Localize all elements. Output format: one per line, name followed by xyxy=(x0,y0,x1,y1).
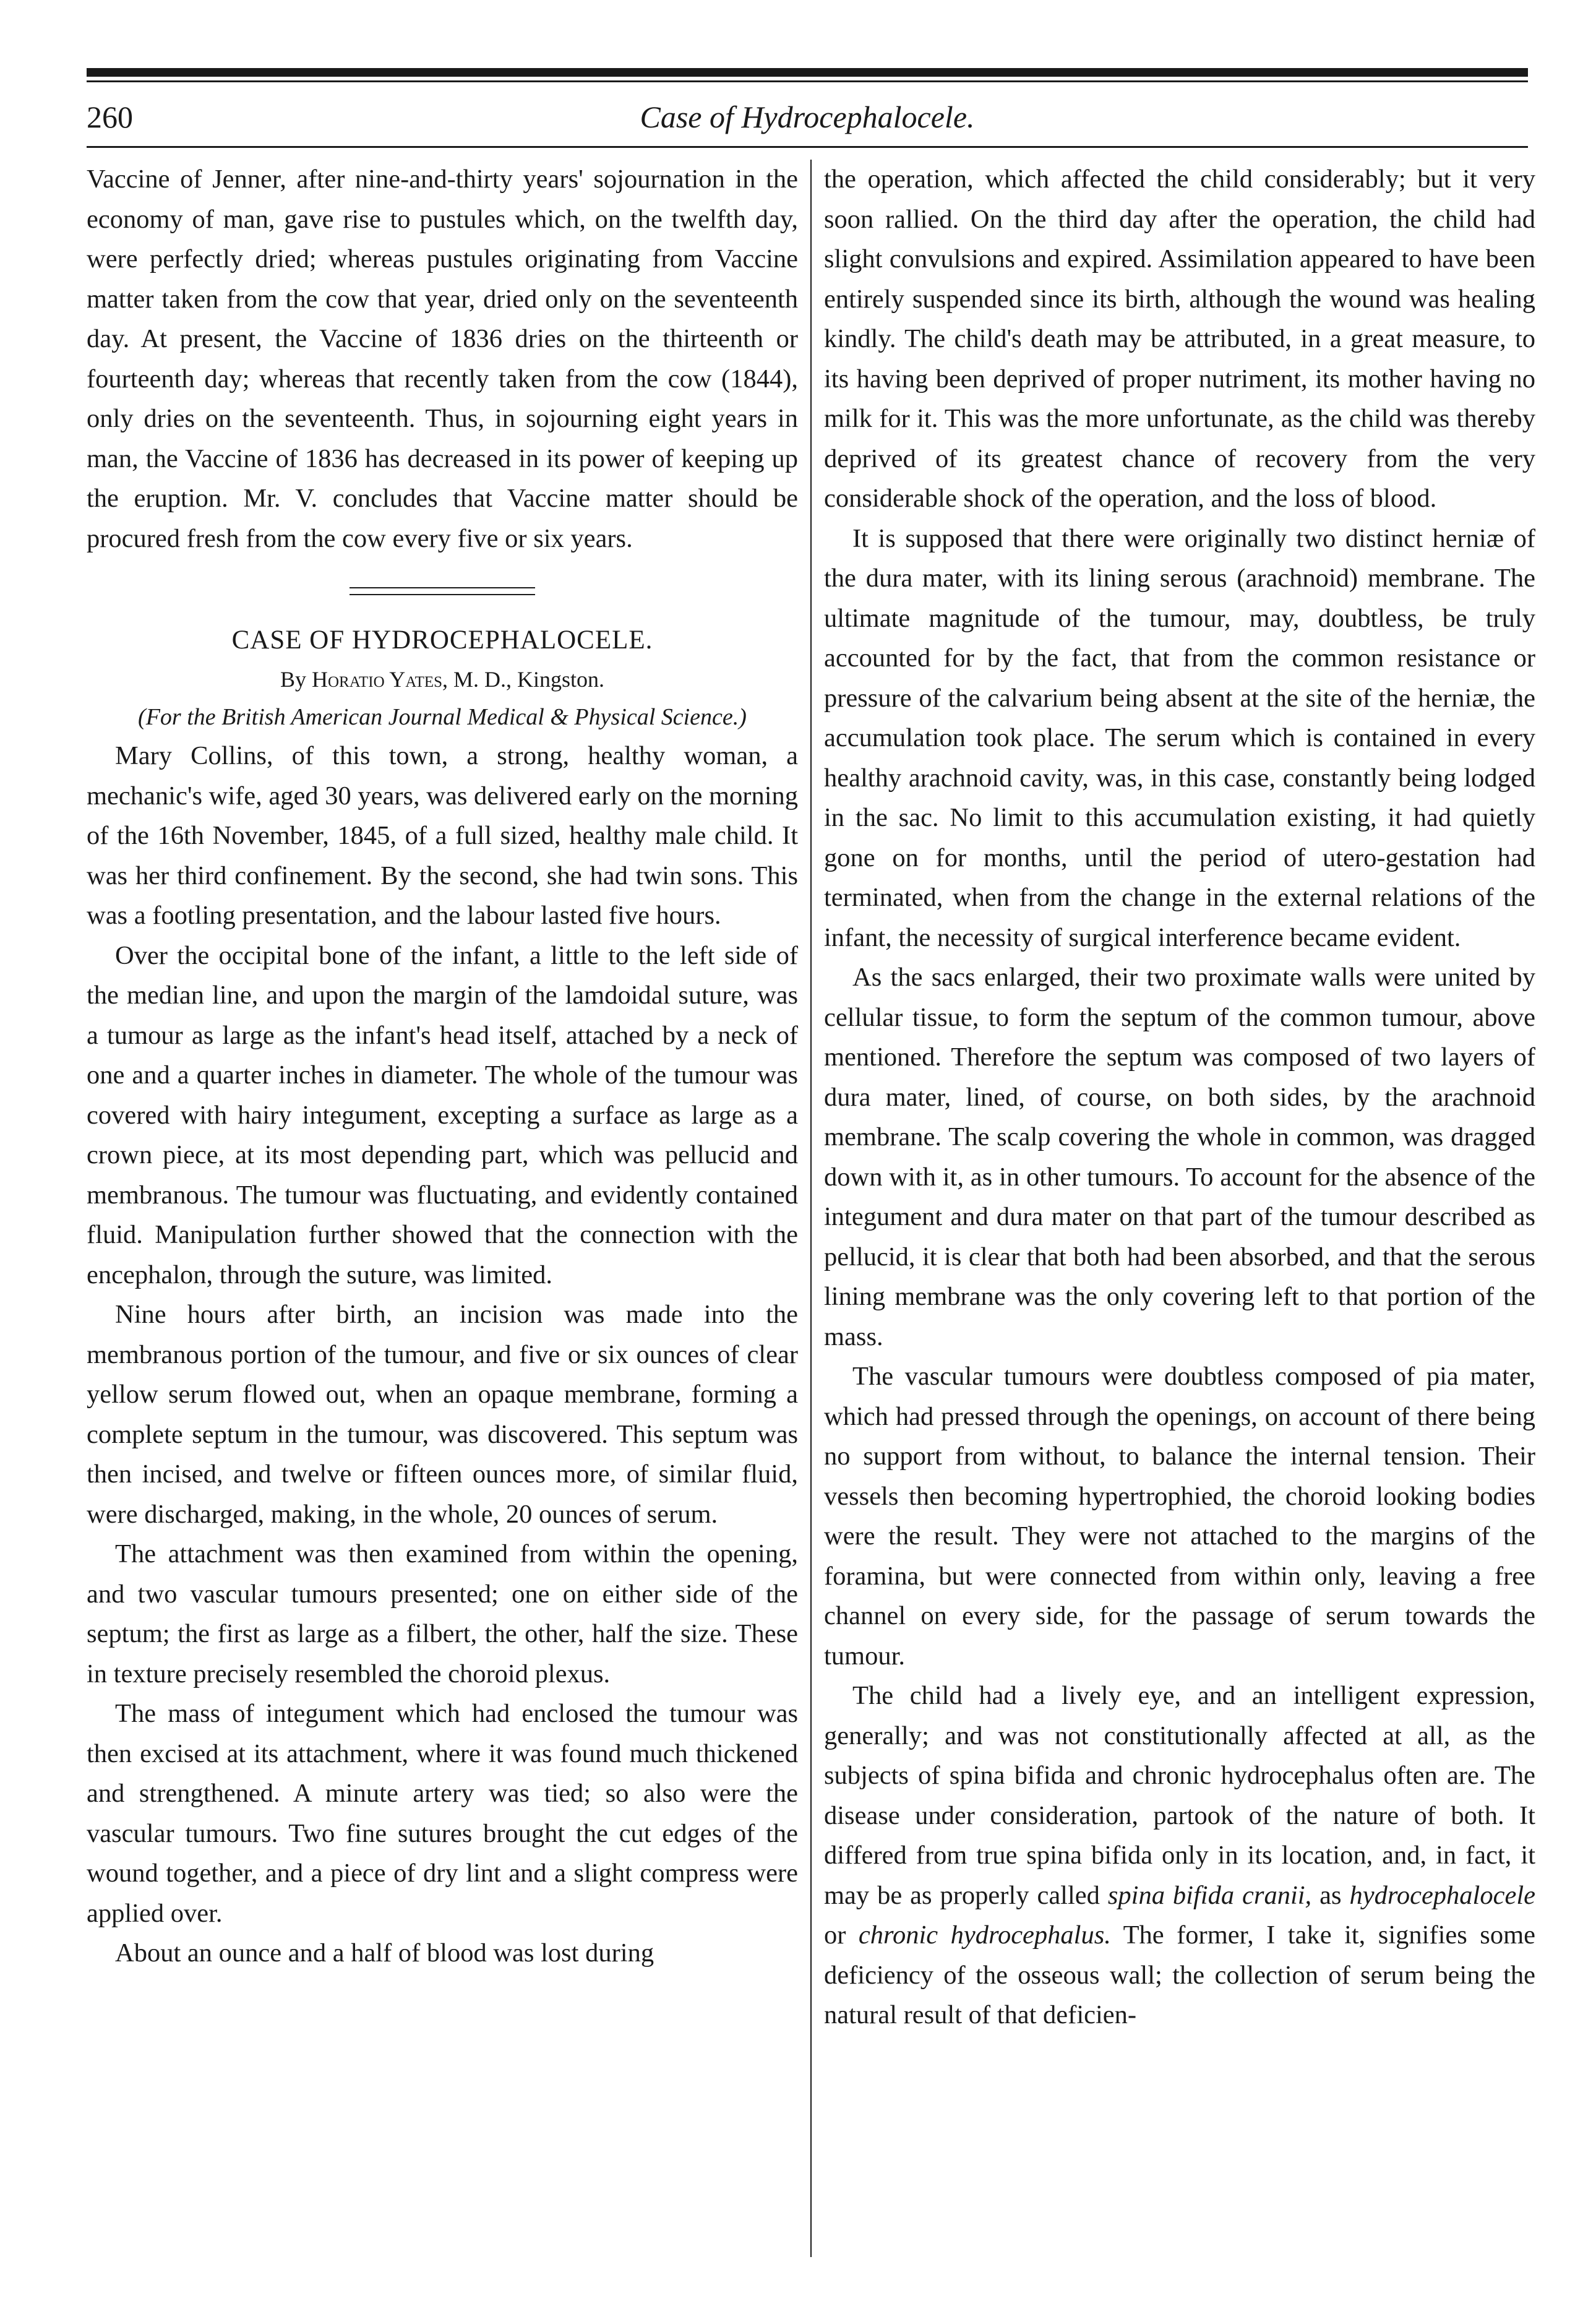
vaccine-paragraph: Vaccine of Jenner, after nine-and-thirty years' sojournation in the economy of man, gave rise to pustules which, on the twelfth day, were perfectly dried; whereas pustules originating from Vaccine matter taken from the cow that year, dried only on the seventeenth day. At present, the Vaccine of 1836 dries on the thirteenth or fourteenth day; whereas that recently taken from the cow (1844), only dries on the seventeenth. Thus, in sojourning eight years in man, the Vaccine of 1836 has decreased in its power of keeping up the eruption. Mr. V. concludes that Vaccine matter should be procured fresh from the cow every five or six years. xyxy=(87,165,798,553)
term-hydrocephalocele: hydrocephalocele xyxy=(1349,1880,1536,1910)
column-divider xyxy=(810,160,812,2257)
article-title: CASE OF HYDROCEPHALOCELE. xyxy=(231,626,653,655)
section-divider xyxy=(350,587,535,595)
paragraph-tumour-description: Over the occipital bone of the infant, a little to the left side of the median line, and upon the margin of the lamdoidal suture, was a tumour as large as the infant's head itself, attached by a neck of one and a quarter inches in diameter. The whole of the tumour was covered with hairy integument, excepting a surface as large as a crown piece, at its most depending part, which was pellucid and membranous. The tumour was fluctuating, and evidently contained fluid. Manipulation further showed that the connection with the encephalon, through the suture, was limited. xyxy=(87,940,798,1289)
source-note: (For the British American Journal Medical & Physical Science.) xyxy=(138,704,747,730)
paragraph-patient: Mary Collins, of this town, a strong, healthy woman, a mechanic's wife, aged 30 years, was delivered early on the morning of the 16th November, 1845, of a full sized, healthy male child. It was her third confinement. By the second, she had twin sons. This was a footling presentation, and the labour lasted five hours. xyxy=(87,741,799,930)
paragraph-herniae: It is supposed that there were originally two distinct herniæ of the dura mater, with its lining serous (arachnoid) membrane. The ultimate magnitude of the tumour, may, doubtless, be truly accounted for by the fact, that from the common resistance or pressure of the calvarium being absent at the site of the herniæ, the accumulation took place. The serum which is contained in every healthy arachnoid cavity, was, in this case, constantly being lodged in the sac. No limit to this accumulation existing, it had quietly gone on for months, until the period of utero-gestation had terminated, when from the change in the external relations of the infant, the necessity of surgical interference became evident. xyxy=(824,523,1535,952)
discussion-text-d: The former, I take it, signifies some deficiency of the osseous wall; the collection of serum being the natural result of that deficien- xyxy=(824,1920,1535,2029)
paragraph-vascular-tumours: The vascular tumours were doubtless composed of pia mater, which had pressed through the openings, on account of there being no support from without, to balance the internal tension. Their vessels then becoming hypertrophied, the choroid looking bodies were the result. They were not attached to the margins of the foramina, but were connected from within only, leaving a free channel on every side, for the passage of serum towards the tumour. xyxy=(824,1362,1535,1671)
page-header xyxy=(87,93,1528,142)
page-number: 260 xyxy=(87,100,133,134)
paragraph-excision: The mass of integument which had enclosed the tumour was then excised at its attachment, where it was found much thickened and strengthened. A minute artery was tied; so also were the vascular tumours. Two fine sutures brought the cut edges of the wound together, and a piece of dry lint and a slight compress were applied over. xyxy=(87,1699,798,1928)
byline-author: Horatio Yates, M. D., xyxy=(311,667,512,692)
byline-place: Kingston. xyxy=(517,667,605,692)
discussion-text-c: or xyxy=(824,1920,859,1950)
discussion-text-a: The child had a lively eye, and an intelligent expression, generally; and was not constitutionally affected at all, as the subjects of spina bifida and chronic hydrocephalus often are. The disease under consideration, partook of the nature of both. It differed from true spina bifida only in its location, and, in fact, it may be as properly called xyxy=(824,1681,1535,1910)
left-column xyxy=(87,160,798,1974)
running-head: Case of Hydrocephalocele. xyxy=(640,100,975,134)
discussion-text-b: as xyxy=(1311,1880,1350,1910)
paragraph-attachment: The attachment was then examined from within the opening, and two vascular tumours presented; one on either side of the septum; the first as large as a filbert, the other, half the size. These in texture precisely resembled the choroid plexus. xyxy=(87,1539,798,1688)
term-chronic-hydrocephalus: chronic hydrocephalus. xyxy=(858,1920,1111,1950)
paragraph-discussion xyxy=(824,1676,1535,2036)
paragraph-incision: Nine hours after birth, an incision was made into the membranous portion of the tumour, and five or six ounces of clear yellow serum flowed out, when an opaque membrane, forming a complete septum in the tumour, was discovered. This septum was then incised, and twelve or fifteen ounces more, of similar fluid, were discharged, making, in the whole, 20 ounces of serum. xyxy=(87,1300,798,1529)
byline-prefix: By xyxy=(280,667,306,692)
paragraph-outcome: the operation, which affected the child considerably; but it very soon rallied. On the third day after the operation, the child had slight convulsions and expired. Assimilation appeared to have been entirely suspended since its birth, although the wound was healing kindly. The child's death may be attributed, in a great measure, to its having been deprived of proper nutriment, its mother having no milk for it. This was the more unfortunate, as the child was thereby deprived of its greatest chance of recovery from the very considerable shock of the operation, and the loss of blood. xyxy=(824,165,1535,513)
header-rule xyxy=(87,146,1528,148)
paragraph-septum: As the sacs enlarged, their two proximate walls were united by cellular tissue, to form the septum of the common tumour, above mentioned. Therefore the septum was composed of two layers of dura mater, lined, of course, on both sides, by the arachnoid membrane. The scalp covering the whole in common, was dragged down with it, as in other tumours. To account for the absence of the integument and dura mater on that part of the tumour described as pellucid, it is clear that both had been absorbed, and that the serous lining membrane was the only covering left to that portion of the mass. xyxy=(824,963,1535,1351)
term-spina-bifida-cranii: spina bifida cranii, xyxy=(1107,1880,1312,1910)
top-border-rule xyxy=(87,68,1528,77)
paragraph-blood-loss: About an ounce and a half of blood was lost during xyxy=(115,1938,654,1968)
top-border-rule-thin xyxy=(87,80,1528,82)
byline xyxy=(87,661,798,698)
right-column xyxy=(824,160,1535,2036)
